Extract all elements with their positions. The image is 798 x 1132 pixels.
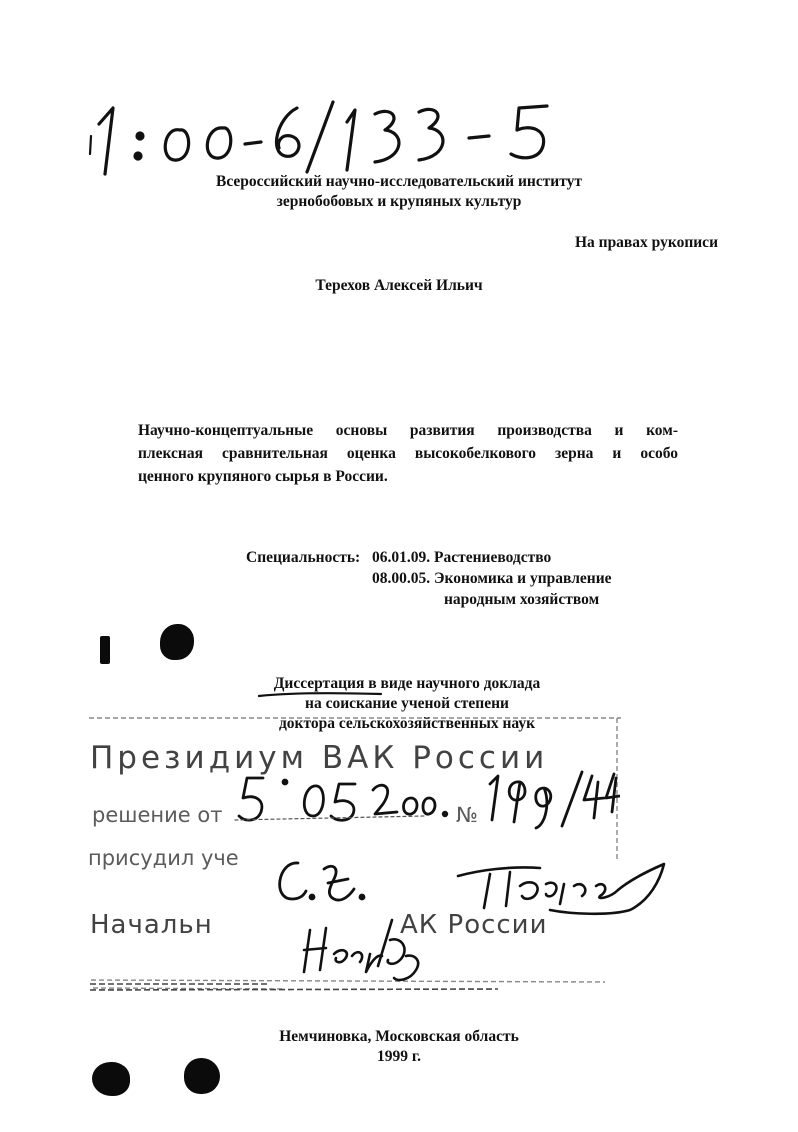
ink-blot-bottom-left bbox=[92, 1062, 130, 1096]
stamp-title: Президиум ВАК России bbox=[90, 740, 549, 776]
ink-blot-bottom-right bbox=[184, 1058, 220, 1094]
specialty-line-3: народным хозяйством bbox=[444, 591, 600, 608]
ink-blot-left bbox=[100, 636, 110, 664]
dissertation-line-3: доктора сельскохозяйственных наук bbox=[278, 715, 536, 732]
institution-line-1: Всероссийский научно-исследовательский институт bbox=[215, 173, 583, 190]
chief-label-start: Начальн bbox=[90, 910, 213, 940]
awarded-label: присудил уче bbox=[88, 846, 239, 870]
handwritten-reference-number bbox=[85, 96, 575, 178]
stamp-bottom-rule bbox=[88, 980, 508, 994]
title-line-3: ценного крупяного сырья в России. bbox=[138, 468, 388, 485]
specialty-line-1: 06.01.09. Растениеводство bbox=[372, 549, 552, 566]
handwritten-decision-number bbox=[480, 768, 620, 832]
handwritten-degree-abbreviation bbox=[268, 855, 368, 909]
dissertation-line-1: Диссертация в виде научного доклада bbox=[273, 675, 541, 692]
handwritten-underline bbox=[255, 690, 385, 702]
decision-label: решение от bbox=[92, 803, 223, 827]
rights-note: На правах рукописи bbox=[574, 234, 718, 251]
title-line-1: Научно-концептуальные основы развития производства и ком- bbox=[138, 422, 678, 439]
author-name: Терехов Алексей Ильич bbox=[315, 277, 483, 294]
specialty-line-2: 08.00.05. Экономика и управление bbox=[372, 570, 612, 587]
place: Немчиновка, Московская область bbox=[279, 1028, 519, 1045]
specialty-label: Специальность: bbox=[246, 549, 361, 566]
year: 1999 г. bbox=[376, 1048, 422, 1065]
title-line-2: плексная сравнительная оценка высокобелкового зерна и особо bbox=[138, 445, 678, 462]
ink-blot-round bbox=[160, 624, 194, 660]
dissertation-line-2: на соискание ученой степени bbox=[305, 695, 509, 712]
handwritten-decision-date bbox=[225, 770, 455, 830]
chief-label-tail: АК России bbox=[400, 910, 548, 940]
dissertation-title bbox=[138, 419, 678, 488]
signature-chief bbox=[290, 910, 440, 990]
chief-label bbox=[90, 910, 213, 940]
number-sign: № bbox=[456, 803, 478, 827]
institution-line-2: зернобобовых и крупяных культур bbox=[276, 193, 522, 210]
